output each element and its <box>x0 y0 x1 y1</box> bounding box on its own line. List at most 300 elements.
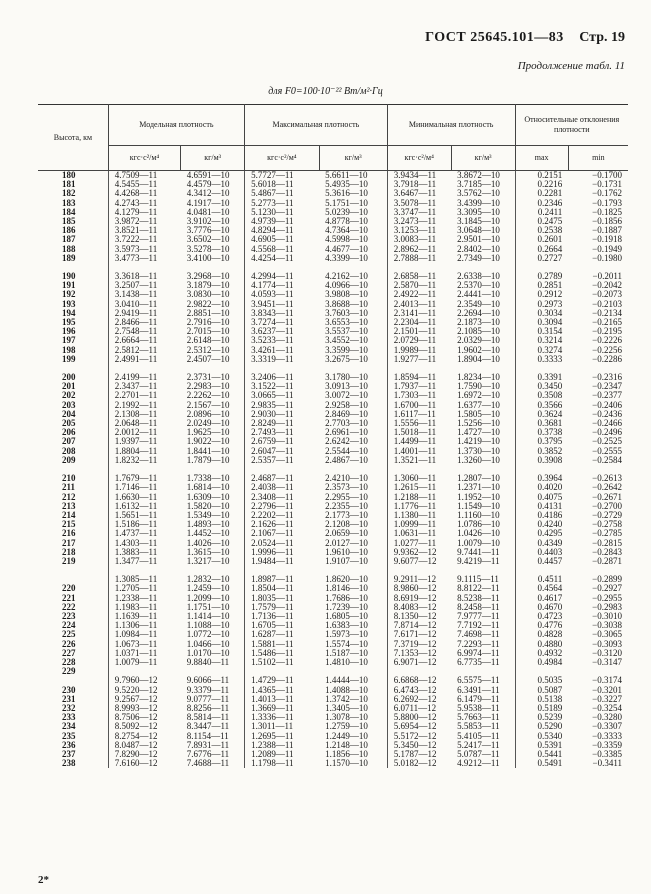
cell-max-a: 1.9484—11 <box>245 557 320 566</box>
cell-max-a: 2.1067—11 <box>245 529 320 538</box>
cell-min-b: 2.4441—10 <box>457 289 500 300</box>
cell-dev-min: −0.2377 <box>592 390 622 401</box>
table-body <box>38 171 628 769</box>
cell-height: 195 <box>62 317 76 328</box>
cell-max-a: 1.7136—11 <box>245 612 320 621</box>
cell-dev-max: 0.5138 <box>515 695 568 704</box>
cell-dev-max: 0.4776 <box>515 621 568 630</box>
cell-max-a: 1.4729—11 <box>245 676 320 685</box>
cell-model-a: 4.1279—11 <box>108 208 180 217</box>
cell-max-b: 1.3405—10 <box>325 702 368 713</box>
cell-min-b: 9.7441—11 <box>457 546 500 557</box>
cell-min-b: 2.0329—10 <box>457 335 500 346</box>
cell-max-b: 5.6611—10 <box>325 170 368 180</box>
cell-max-b: 2.8469—10 <box>325 408 368 419</box>
cell-dev-max: 0.3154 <box>515 327 568 336</box>
cell-height: 206 <box>62 427 76 438</box>
cell-max-b: 5.1751—10 <box>325 197 368 208</box>
cell-max-b: 2.3573—10 <box>325 482 368 493</box>
cell-dev-max: 0.3034 <box>515 309 568 318</box>
cell-max-b: 1.9107—10 <box>325 555 368 566</box>
cell-max-b: 1.7686—10 <box>325 592 368 603</box>
unit-min-a: кгс·с²/м⁴ <box>387 146 451 171</box>
cell-min-b: 6.5575—11 <box>457 675 500 686</box>
cell-max-b: 2.4210—10 <box>325 473 368 484</box>
cell-model-b: 2.5312—10 <box>186 344 230 355</box>
cell-height: 216 <box>62 528 76 539</box>
cell-height: 196 <box>62 326 76 337</box>
cell-dev-max: 0.4075 <box>515 493 568 502</box>
cell-max-b: 1.1570—10 <box>325 758 368 769</box>
cell-height: 218 <box>62 546 76 557</box>
cell-dev-min: −0.3227 <box>592 693 622 704</box>
cell-max-b: 2.1773—10 <box>325 509 368 520</box>
cell-max-a: 1.2695—11 <box>245 732 320 741</box>
cell-height: 231 <box>62 693 76 704</box>
cell-height: 187 <box>62 234 76 245</box>
cell-dev-min: −0.1731 <box>592 179 622 190</box>
cell-model-b: 8.3447—11 <box>186 721 230 732</box>
cell-height: 209 <box>62 454 76 465</box>
cell-dev-max: 0.2973 <box>515 300 568 309</box>
cell-max-a: 2.5357—11 <box>245 456 320 465</box>
cell-dev-min: −0.2134 <box>592 307 622 318</box>
cell-min-a: 1.3060—11 <box>387 474 451 483</box>
cell-max-b: 1.7239—10 <box>325 601 368 612</box>
cell-max-a: 5.2773—11 <box>245 199 320 208</box>
cell-model-a: 1.3883—11 <box>108 548 180 557</box>
cell-dev-max: 0.3391 <box>515 373 568 382</box>
cell-max-b: 2.4867—10 <box>325 454 368 465</box>
cell-model-b: 4.0481—10 <box>186 206 230 217</box>
cell-dev-min: −0.2613 <box>592 473 622 484</box>
cell-model-b: 1.4452—10 <box>186 528 230 539</box>
cell-height: 183 <box>62 197 76 208</box>
cell-min-b: 3.8672—10 <box>457 170 500 180</box>
cell-dev-max: 0.2475 <box>515 217 568 226</box>
page-header <box>425 30 625 46</box>
cell-model-b: 2.9822—10 <box>186 298 230 309</box>
cell-dev-min: −0.2226 <box>592 335 622 346</box>
cell-dev-min: −0.3065 <box>592 629 622 640</box>
cell-dev-min: −0.1762 <box>592 188 622 199</box>
cell-min-b: 5.4105—11 <box>457 730 500 741</box>
cell-model-a: 1.3085—11 <box>108 575 180 584</box>
cell-dev-max: 0.5340 <box>515 732 568 741</box>
cell-min-b: 2.1085—10 <box>457 326 500 337</box>
cell-min-b: 6.9974—11 <box>457 647 500 658</box>
cell-model-a: 8.2754—12 <box>108 732 180 741</box>
cell-height: 230 <box>62 684 76 695</box>
cell-model-b: 8.1154—11 <box>186 730 229 741</box>
cell-dev-max: 0.5087 <box>515 686 568 695</box>
cell-max-b: 2.1208—10 <box>325 519 368 530</box>
cell-model-a: 8.0487—12 <box>108 741 180 750</box>
cell-min-b: 7.9777—11 <box>457 610 500 621</box>
cell-min-b: 3.5762—10 <box>457 188 500 199</box>
cell-model-a: 1.1983—11 <box>108 603 180 612</box>
cell-height: 238 <box>62 758 76 769</box>
cell-model-a: 2.5812—11 <box>108 346 180 355</box>
cell-dev-min: −0.2729 <box>592 509 622 520</box>
cell-model-a: 3.5973—11 <box>108 245 180 254</box>
cell-height: 207 <box>62 436 76 447</box>
cell-model-b: 3.4100—10 <box>186 252 230 263</box>
cell-height: 224 <box>62 620 76 631</box>
cell-max-a: 3.7274—11 <box>245 318 320 327</box>
cell-dev-max: 0.4131 <box>515 502 568 511</box>
cell-model-b: 2.1567—10 <box>186 399 230 410</box>
cell-model-b: 2.8851—10 <box>186 307 230 318</box>
cell-min-a: 8.4083—12 <box>387 603 451 612</box>
cell-dev-min: −0.2436 <box>592 408 622 419</box>
cell-max-a: 1.4013—11 <box>245 695 320 704</box>
cell-min-b: 3.4399—10 <box>457 197 500 208</box>
cell-max-a: 3.1522—11 <box>245 382 320 391</box>
cell-dev-min: −0.1825 <box>592 206 622 217</box>
cell-max-a: 2.2202—11 <box>245 511 320 520</box>
cell-height: 189 <box>62 252 76 263</box>
cell-max-a: 2.3408—11 <box>245 493 320 502</box>
cell-dev-max: 0.3274 <box>515 346 568 355</box>
table-row <box>38 557 628 566</box>
cell-dev-max: 0.2346 <box>515 199 568 208</box>
cell-min-a: 2.5870—11 <box>387 281 451 290</box>
cell-height: 228 <box>62 656 76 667</box>
cell-dev-max: 0.3681 <box>515 419 568 428</box>
cell-max-a: 3.8343—11 <box>245 309 320 318</box>
cell-model-b: 2.0249—10 <box>186 418 230 429</box>
cell-max-b: 1.2449—10 <box>325 730 368 741</box>
cell-model-b: 1.4893—10 <box>186 519 230 530</box>
cell-height: 201 <box>62 381 76 392</box>
cell-min-a: 2.2304—11 <box>387 318 451 327</box>
table-row <box>38 254 628 263</box>
cell-model-b: 1.5349—10 <box>186 509 230 520</box>
cell-model-b: 2.0896—10 <box>186 408 230 419</box>
cell-min-b: 1.3730—10 <box>457 445 500 456</box>
cell-dev-max: 0.5391 <box>515 741 568 750</box>
cell-max-b: 4.4677—10 <box>325 243 368 254</box>
cell-model-a: 2.6664—11 <box>108 336 180 345</box>
cell-min-a: 1.4499—11 <box>387 437 451 446</box>
cell-max-a: 1.5881—11 <box>245 640 320 649</box>
cell-min-b: 1.6377—10 <box>457 399 500 410</box>
cell-max-a: 4.6905—11 <box>245 235 320 244</box>
cell-max-b: 4.0966—10 <box>325 280 368 291</box>
cell-model-b: 3.6502—10 <box>186 234 230 245</box>
cell-min-a: 1.5556—11 <box>387 419 451 428</box>
cell-model-a: 3.2507—11 <box>108 281 180 290</box>
cell-min-b: 1.9602—10 <box>457 344 500 355</box>
cell-min-b: 2.3549—10 <box>457 298 500 309</box>
cell-model-a: 4.5455—11 <box>108 180 180 189</box>
cell-max-a: 2.7493—11 <box>245 428 320 437</box>
cell-min-b: 1.4727—10 <box>457 427 500 438</box>
cell-max-a: 2.4038—11 <box>245 483 320 492</box>
cell-model-b: 3.2968—10 <box>186 271 230 282</box>
cell-min-a: 2.0729—11 <box>387 336 451 345</box>
cell-model-a: 7.8290—12 <box>108 750 180 759</box>
cell-model-a: 1.8232—11 <box>108 456 180 465</box>
cell-dev-max: 0.2281 <box>515 189 568 198</box>
cell-min-b: 2.2694—10 <box>457 307 500 318</box>
cell-max-a: 4.8294—11 <box>245 226 320 235</box>
cell-max-b: 5.3616—10 <box>325 188 368 199</box>
cell-min-b: 3.7185—10 <box>457 179 500 190</box>
cell-min-a: 5.0182—12 <box>387 759 451 768</box>
cell-min-b: 2.9501—10 <box>457 234 500 245</box>
cell-max-a: 1.8035—11 <box>245 594 320 603</box>
cell-max-a: 4.5568—11 <box>245 245 320 254</box>
cell-min-b: 9.1115—11 <box>457 574 499 585</box>
unit-dev-min: min <box>568 146 628 171</box>
cell-dev-min: −0.3307 <box>592 721 622 732</box>
cell-model-b: 3.9102—10 <box>186 216 230 227</box>
cell-max-a: 4.0593—11 <box>245 290 320 299</box>
cell-height: 226 <box>62 638 76 649</box>
cell-max-b: 4.8778—10 <box>325 216 368 227</box>
cell-max-a: 5.7727—11 <box>245 171 320 181</box>
cell-dev-max: 0.4932 <box>515 649 568 658</box>
page-number: Стр. 19 <box>579 30 625 45</box>
cell-model-a: 7.6160—12 <box>108 759 180 768</box>
cell-max-b: 1.4444—10 <box>325 675 368 686</box>
cell-max-a: 1.6287—11 <box>245 630 320 639</box>
cell-max-a: 1.8504—11 <box>245 584 320 593</box>
cell-dev-max: 0.5441 <box>515 750 568 759</box>
cell-dev-max: 0.3508 <box>515 391 568 400</box>
cell-min-a: 1.9989—11 <box>387 346 451 355</box>
cell-max-a: 3.0665—11 <box>245 391 320 400</box>
cell-model-a: 1.2338—11 <box>108 594 180 603</box>
cell-height: 200 <box>62 372 76 383</box>
cell-min-a: 9.2911—12 <box>387 575 451 584</box>
cell-model-b: 9.8840—11 <box>186 656 230 667</box>
cell-max-b: 1.2759—10 <box>325 721 368 732</box>
cell-model-a: 2.1992—11 <box>108 401 180 410</box>
cell-dev-max: 0.4723 <box>515 612 568 621</box>
cell-dev-max: 0.3795 <box>515 437 568 446</box>
cell-dev-min: −0.2073 <box>592 289 622 300</box>
cell-height: 208 <box>62 445 76 456</box>
cell-min-b: 5.0787—11 <box>457 748 500 759</box>
cell-model-b: 1.7879—10 <box>186 454 230 465</box>
cell-min-a: 6.4743—12 <box>387 686 451 695</box>
cell-dev-max: 0.5491 <box>515 759 568 768</box>
cell-dev-min: −0.1980 <box>592 252 622 263</box>
cell-min-a: 2.4013—11 <box>387 300 451 309</box>
cell-min-b: 1.5256—10 <box>457 418 500 429</box>
cell-min-a: 7.6171—12 <box>387 630 451 639</box>
cell-height: 210 <box>62 473 76 484</box>
cell-max-b: 1.5574—10 <box>325 638 368 649</box>
table-row <box>38 456 628 465</box>
cell-dev-min: −0.2406 <box>592 399 622 410</box>
cell-dev-min: −0.3359 <box>592 739 622 750</box>
cell-max-b: 1.2148—10 <box>325 739 368 750</box>
cell-min-a: 1.2188—11 <box>387 493 451 502</box>
cell-min-b: 1.1160—10 <box>457 509 500 520</box>
cell-max-a: 1.3669—11 <box>245 704 320 713</box>
cell-dev-min: −0.3280 <box>592 712 622 723</box>
cell-model-a: 9.7960—12 <box>108 676 180 685</box>
cell-min-b: 1.8234—10 <box>457 372 500 383</box>
cell-max-b: 2.0659—10 <box>325 528 368 539</box>
cell-dev-max: 0.3852 <box>515 447 568 456</box>
cell-model-b: 2.4507—10 <box>186 353 230 364</box>
cell-min-a: 1.5018—11 <box>387 428 451 437</box>
cell-dev-max: 0.3964 <box>515 474 568 483</box>
cell-dev-min: −0.1700 <box>592 170 622 180</box>
cell-max-b: 3.0913—10 <box>325 381 368 392</box>
cell-max-b: 3.1780—10 <box>325 372 368 383</box>
cell-min-b: 1.8904—10 <box>457 353 500 364</box>
cell-height: 184 <box>62 206 76 217</box>
cell-dev-max: 0.2912 <box>515 290 568 299</box>
cell-height: 212 <box>62 491 76 502</box>
cell-max-a: 1.4365—11 <box>245 686 320 695</box>
standard-number: ГОСТ 25645.101—83 <box>425 30 564 45</box>
cell-max-a: 4.2994—11 <box>245 272 320 281</box>
cell-dev-min: −0.2555 <box>592 445 622 456</box>
cell-height: 191 <box>62 280 76 291</box>
cell-model-b: 4.1917—10 <box>186 197 230 208</box>
cell-max-b: 4.2162—10 <box>325 271 368 282</box>
cell-model-a: 4.7509—11 <box>108 171 180 181</box>
cell-height: 221 <box>62 592 76 603</box>
cell-model-b: 2.7916—10 <box>186 317 230 328</box>
cell-model-b: 7.6776—11 <box>186 748 230 759</box>
cell-model-a: 1.5651—11 <box>108 511 180 520</box>
cell-dev-min: −0.2584 <box>592 454 622 465</box>
cell-model-b: 1.0466—10 <box>186 638 230 649</box>
cell-model-a: 2.4199—11 <box>108 373 180 382</box>
cell-min-b: 1.5805—10 <box>457 408 500 419</box>
cell-model-a: 4.2743—11 <box>108 199 180 208</box>
cell-dev-min: −0.2103 <box>592 298 622 309</box>
cell-max-b: 3.8688—10 <box>325 298 368 309</box>
cell-dev-max: 0.2789 <box>515 272 568 281</box>
cell-dev-min: −0.2671 <box>592 491 622 502</box>
cell-model-a: 3.3618—11 <box>108 272 180 281</box>
cell-height <box>38 566 108 575</box>
cell-model-b: 1.8441—10 <box>186 445 230 456</box>
cell-min-a: 6.0711—12 <box>387 704 451 713</box>
cell-max-b: 1.5187—10 <box>325 647 368 658</box>
cell-dev-max: 0.3566 <box>515 401 568 410</box>
cell-min-a: 9.9362—12 <box>387 548 451 557</box>
cell-model-a: 2.4991—11 <box>108 355 180 364</box>
cell-min-b: 7.4698—11 <box>457 629 500 640</box>
cell-min-a: 3.1253—11 <box>387 226 451 235</box>
cell-model-a: 1.0371—11 <box>108 649 180 658</box>
cell-dev-min: −0.1856 <box>592 216 622 227</box>
cell-min-a: 1.0999—11 <box>387 520 451 529</box>
cell-model-a: 9.5220—12 <box>108 686 180 695</box>
cell-model-a: 1.7679—11 <box>108 474 180 483</box>
cell-min-a: 1.0277—11 <box>387 539 451 548</box>
cell-height: 182 <box>62 188 76 199</box>
cell-model-a: 2.7548—11 <box>108 327 180 336</box>
table-row <box>38 658 628 667</box>
cell-model-a: 2.9419—11 <box>108 309 180 318</box>
cell-height: 204 <box>62 408 76 419</box>
cell-dev-max: 0.3094 <box>515 318 568 327</box>
cell-min-b: 5.5853—11 <box>457 721 500 732</box>
cell-model-b: 7.4688—11 <box>186 758 230 769</box>
cell-height: 211 <box>62 482 76 493</box>
cell-dev-max: 0.4984 <box>515 658 568 667</box>
cell-min-a: 8.6919—12 <box>387 594 451 603</box>
cell-height: 217 <box>62 537 76 548</box>
cell-model-a: 4.4268—11 <box>108 189 180 198</box>
cell-max-a: 3.4261—11 <box>245 346 320 355</box>
cell-max-b: 3.7603—10 <box>325 307 368 318</box>
unit-dev-max: max <box>515 146 568 171</box>
cell-dev-max: 0.4670 <box>515 603 568 612</box>
cell-max-a: 1.5486—11 <box>245 649 320 658</box>
cell-model-a: 3.7222—11 <box>108 235 180 244</box>
cell-min-b: 1.1952—10 <box>457 491 500 502</box>
cell-model-a: 3.0410—11 <box>108 300 180 309</box>
cell-model-b: 9.0777—11 <box>186 693 230 704</box>
cell-height: 192 <box>62 289 76 300</box>
cell-dev-max: 0.4020 <box>515 483 568 492</box>
cell-max-a: 2.1626—11 <box>245 520 320 529</box>
cell-min-b: 2.1873—10 <box>457 317 500 328</box>
cell-max-b: 1.1856—10 <box>325 748 368 759</box>
cell-dev-min: −0.3411 <box>592 758 622 769</box>
cell-model-b: 1.0170—10 <box>186 647 230 658</box>
cell-min-b: 1.6972—10 <box>457 390 500 401</box>
cell-min-a: 7.1353—12 <box>387 649 451 658</box>
cell-dev-min: −0.2347 <box>592 381 622 392</box>
cell-dev-max: 0.2216 <box>515 180 568 189</box>
cell-min-a: 8.1350—12 <box>387 612 451 621</box>
cell-dev-min: −0.2871 <box>592 555 622 566</box>
cell-height: 236 <box>62 739 76 750</box>
cell-dev-min: −0.2011 <box>592 271 622 282</box>
cell-model-b: 2.7015—10 <box>186 326 230 337</box>
cell-max-b: 4.3399—10 <box>325 252 368 263</box>
cell-dev-min: −0.2642 <box>592 482 622 493</box>
cell-dev-min: −0.2286 <box>592 353 622 364</box>
cell-dev-min: −0.3174 <box>592 675 622 686</box>
cell-max-a: 3.9451—11 <box>245 300 320 309</box>
cell-min-a: 2.8962—11 <box>387 245 451 254</box>
header-min-density: Минимальная плотность <box>387 105 515 146</box>
cell-min-b: 1.2371—10 <box>457 482 500 493</box>
cell-model-b: 1.7338—10 <box>186 473 230 484</box>
cell-model-a: 1.6132—11 <box>108 502 180 511</box>
cell-dev-max: 0.4457 <box>515 557 568 566</box>
cell-dev-max: 0.5035 <box>515 676 568 685</box>
cell-dev-min: −0.2466 <box>592 418 622 429</box>
cell-min-b: 1.0426—10 <box>457 528 500 539</box>
cell-dev-max: 0.4186 <box>515 511 568 520</box>
cell-model-b: 3.0830—10 <box>186 289 230 300</box>
cell-model-b: 8.8256—11 <box>186 702 230 713</box>
cell-min-a: 2.4922—11 <box>387 290 451 299</box>
header-max-density: Максимальная плотность <box>245 105 388 146</box>
cell-min-a: 1.1776—11 <box>387 502 451 511</box>
cell-dev-max: 0.4880 <box>515 640 568 649</box>
cell-min-b: 6.7735—11 <box>457 656 500 667</box>
cell-max-b: 3.3599—10 <box>325 344 368 355</box>
cell-max-b: 1.8620—10 <box>325 574 368 585</box>
cell-dev-min: −0.2195 <box>592 326 622 337</box>
